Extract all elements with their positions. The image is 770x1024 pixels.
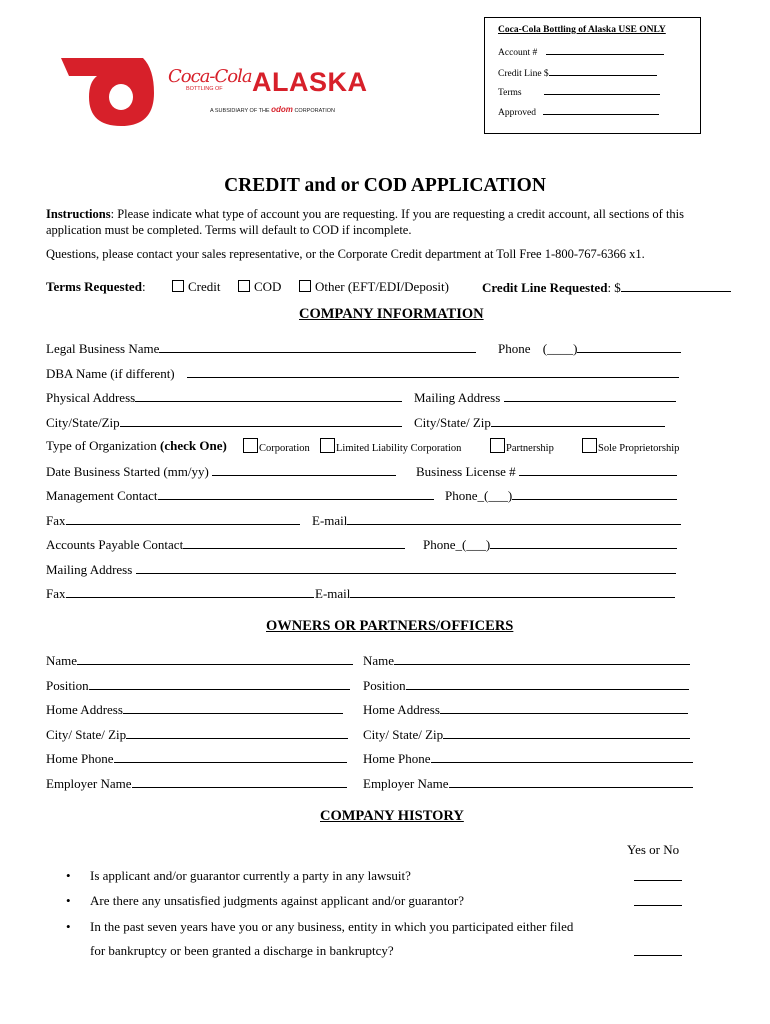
business-license-field[interactable] (519, 463, 677, 476)
corporation-label: Corporation (259, 443, 310, 454)
credit-line-row (498, 66, 657, 79)
company-history-heading: COMPANY HISTORY (320, 808, 464, 824)
partnership-label: Partnership (506, 443, 554, 454)
owner2-position-label: Position (363, 678, 406, 693)
mailing-address-full-row (46, 561, 676, 578)
owner1-name-row (46, 652, 353, 669)
credit-checkbox[interactable] (172, 280, 184, 292)
owner2-position-row (363, 677, 689, 694)
credit-option-label: Credit (188, 279, 221, 294)
other-checkbox[interactable] (299, 280, 311, 292)
corporation-checkbox[interactable] (243, 438, 258, 453)
credit-line-requested-field[interactable] (621, 279, 731, 292)
odom-text: odom (271, 105, 293, 114)
owner2-employer-field[interactable] (449, 775, 693, 788)
owner2-employer-row (363, 775, 693, 792)
owners-heading: OWNERS OR PARTNERS/OFFICERS (266, 618, 514, 634)
physical-address-field[interactable] (135, 389, 402, 402)
management-phone-field[interactable] (512, 487, 677, 500)
email-row (312, 512, 681, 529)
owner1-name-label: Name (46, 653, 78, 668)
approved-row (498, 105, 659, 118)
city-state-zip2-field[interactable] (491, 414, 665, 427)
phone-label: Phone (498, 341, 531, 356)
account-label: Account # (498, 48, 538, 58)
history-question-2: Are there any unsatisfied judgments against applicant and/or guarantor? (90, 893, 464, 908)
bullet-icon: • (66, 868, 71, 883)
date-started-row (46, 463, 396, 480)
accounts-payable-phone-field[interactable] (490, 536, 677, 549)
org-llc[interactable] (320, 438, 461, 457)
mailing-address-field[interactable] (504, 389, 676, 402)
terms-colon: : (141, 279, 146, 294)
owner1-employer-label: Employer Name (46, 776, 132, 791)
use-only-title: Coca-Cola Bottling of Alaska USE ONLY (498, 25, 666, 35)
city-state-zip2-row (414, 414, 665, 431)
history-answer-1[interactable] (634, 880, 682, 881)
credit-line-label: Credit Line $ (498, 69, 549, 79)
terms-field[interactable] (544, 85, 660, 95)
credit-line-requested-suffix: : $ (607, 280, 621, 295)
terms-requested-row (46, 279, 146, 295)
owner1-position-row (46, 677, 350, 694)
email2-field[interactable] (350, 585, 675, 598)
accounts-payable-row (46, 536, 405, 553)
owner2-position-field[interactable] (406, 677, 689, 690)
owner1-phone-field[interactable] (114, 750, 347, 763)
owner1-city-row (46, 726, 348, 743)
legal-name-label: Legal Business Name (46, 341, 160, 356)
fax2-field[interactable] (66, 585, 314, 598)
fax2-label: Fax (46, 586, 66, 601)
page-title: CREDIT and or COD APPLICATION (224, 175, 546, 196)
office-use-only-box (484, 17, 701, 134)
accounts-payable-phone-label[interactable]: Phone_(___) (423, 537, 491, 552)
bullet-icon: • (66, 919, 71, 934)
instructions-label: Instructions (46, 207, 111, 221)
dba-row (46, 365, 679, 382)
cod-checkbox[interactable] (238, 280, 250, 292)
management-contact-label: Management Contact (46, 488, 158, 503)
company-info-heading: COMPANY INFORMATION (299, 306, 484, 322)
city-state-zip-field[interactable] (120, 414, 402, 427)
email2-label: E-mail (315, 586, 351, 601)
check-one-label: (check One) (160, 438, 227, 453)
partnership-checkbox[interactable] (490, 438, 505, 453)
date-started-label: Date Business Started (mm/yy) (46, 464, 209, 479)
subsidiary-suffix: CORPORATION (294, 108, 335, 114)
physical-address-label: Physical Address (46, 390, 136, 405)
other-option[interactable] (297, 279, 449, 295)
subsidiary-line (210, 105, 335, 114)
fax-label: Fax (46, 513, 66, 528)
owner1-employer-row (46, 775, 347, 792)
accounts-payable-label: Accounts Payable Contact (46, 537, 184, 552)
instructions-text: : Please indicate what type of account you are requesting. If you are requesting a credit account, all sections of this application must be completed. Terms will default to COD if incomplete. (46, 207, 685, 237)
org-partnership[interactable] (490, 438, 554, 457)
dba-field[interactable] (187, 365, 679, 378)
bullet-icon: • (66, 893, 71, 908)
phone-field[interactable] (577, 340, 681, 353)
owner1-name-field[interactable] (77, 652, 353, 665)
org-type-row (46, 438, 227, 454)
management-phone-row (445, 487, 677, 504)
owner1-address-field[interactable] (123, 701, 343, 714)
owner1-phone-row (46, 750, 347, 767)
sole-proprietorship-label: Sole Proprietorship (598, 443, 680, 454)
yes-no-header: Yes or No (627, 842, 680, 857)
accounts-payable-field[interactable] (183, 536, 405, 549)
email2-row (315, 585, 675, 602)
history-answer-3[interactable] (634, 955, 682, 956)
history-answer-2[interactable] (634, 905, 682, 906)
business-license-row (416, 463, 677, 480)
coca-cola-alaska-logo (168, 66, 368, 118)
sole-proprietorship-checkbox[interactable] (582, 438, 597, 453)
instructions-paragraph (46, 206, 736, 238)
approved-field[interactable] (543, 105, 659, 115)
credit-line-requested-label: Credit Line Requested (482, 280, 608, 295)
approved-label: Approved (498, 108, 536, 118)
owner2-employer-label: Employer Name (363, 776, 449, 791)
history-question-3: In the past seven years have you or any business, entity in which you participated either filed (90, 919, 574, 934)
business-license-label: Business License # (416, 464, 516, 479)
owner2-city-field[interactable] (443, 726, 690, 739)
owner2-city-row (363, 726, 690, 743)
alaska-wordmark: ALASKA (252, 67, 368, 97)
owner2-address-label: Home Address (363, 702, 440, 717)
management-contact-field[interactable] (158, 487, 434, 500)
email-label: E-mail (312, 513, 348, 528)
credit-option[interactable] (170, 279, 221, 295)
terms-requested-label: Terms Requested (46, 279, 142, 294)
owner1-phone-label: Home Phone (46, 751, 114, 766)
mailing-address-label: Mailing Address (414, 390, 501, 405)
owner1-city-field[interactable] (126, 726, 348, 739)
subsidiary-prefix: A SUBSIDIARY OF THE (210, 108, 270, 114)
credit-line-field[interactable] (549, 66, 657, 76)
credit-line-requested (482, 279, 731, 296)
accounts-payable-phone-row (423, 536, 677, 553)
mailing-address-row (414, 389, 676, 406)
email-field[interactable] (347, 512, 681, 525)
owner1-position-label: Position (46, 678, 89, 693)
owner2-name-field[interactable] (394, 652, 690, 665)
cod-option-label: COD (254, 279, 282, 294)
llc-label: Limited Liability Corporation (336, 443, 462, 454)
physical-address-row (46, 389, 402, 406)
odom-logo-icon (55, 55, 155, 128)
mailing-address-full-label: Mailing Address (46, 562, 133, 577)
org-corporation[interactable] (243, 438, 310, 457)
owner1-position-field[interactable] (89, 677, 350, 690)
llc-checkbox[interactable] (320, 438, 335, 453)
questions-text: Questions, please contact your sales representative, or the Corporate Credit department at Toll Free 1-800-767-6366 x1. (46, 247, 645, 261)
owner1-city-label: City/ State/ Zip (46, 727, 127, 742)
owner2-name-row (363, 652, 690, 669)
terms-row (498, 85, 660, 98)
owner1-address-row (46, 701, 343, 718)
terms-label: Terms (498, 88, 522, 98)
owner2-name-label: Name (363, 653, 395, 668)
legal-name-row (46, 340, 476, 357)
owner2-phone-label: Home Phone (363, 751, 431, 766)
owner2-phone-row (363, 750, 693, 767)
account-row (498, 45, 664, 58)
owner2-phone-field[interactable] (431, 750, 693, 763)
owner2-city-label: City/ State/ Zip (363, 727, 444, 742)
fax2-row (46, 585, 314, 602)
history-question-3-cont: for bankruptcy or been granted a discharge in bankruptcy? (90, 943, 394, 958)
management-contact-row (46, 487, 434, 504)
other-option-label: Other (EFT/EDI/Deposit) (315, 279, 449, 294)
date-started-field[interactable] (212, 463, 396, 476)
mailing-address-full-field[interactable] (136, 561, 676, 574)
phone-area-code[interactable]: (____) (542, 341, 578, 356)
org-sole-proprietorship[interactable] (582, 438, 679, 457)
coca-cola-script: Coca-Cola (168, 66, 252, 87)
owner2-address-field[interactable] (440, 701, 688, 714)
owner1-address-label: Home Address (46, 702, 123, 717)
management-phone-label[interactable]: Phone_(___) (445, 488, 513, 503)
history-question-1: Is applicant and/or guarantor currently a party in any lawsuit? (90, 868, 411, 883)
fax-field[interactable] (66, 512, 300, 525)
org-type-label: Type of Organization (46, 438, 161, 453)
owner1-employer-field[interactable] (132, 775, 347, 788)
account-field[interactable] (546, 45, 664, 55)
city-state-zip-row (46, 414, 402, 431)
fax-row (46, 512, 300, 529)
dba-label: DBA Name (if different) (46, 366, 175, 381)
city-state-zip2-label: City/State/ Zip (414, 415, 491, 430)
bottling-of-text: BOTTLING OF (186, 86, 223, 92)
city-state-zip-label: City/State/Zip (46, 415, 120, 430)
cod-option[interactable] (236, 279, 281, 295)
owner2-address-row (363, 701, 688, 718)
legal-name-field[interactable] (159, 340, 476, 353)
company-phone-row (498, 340, 681, 357)
